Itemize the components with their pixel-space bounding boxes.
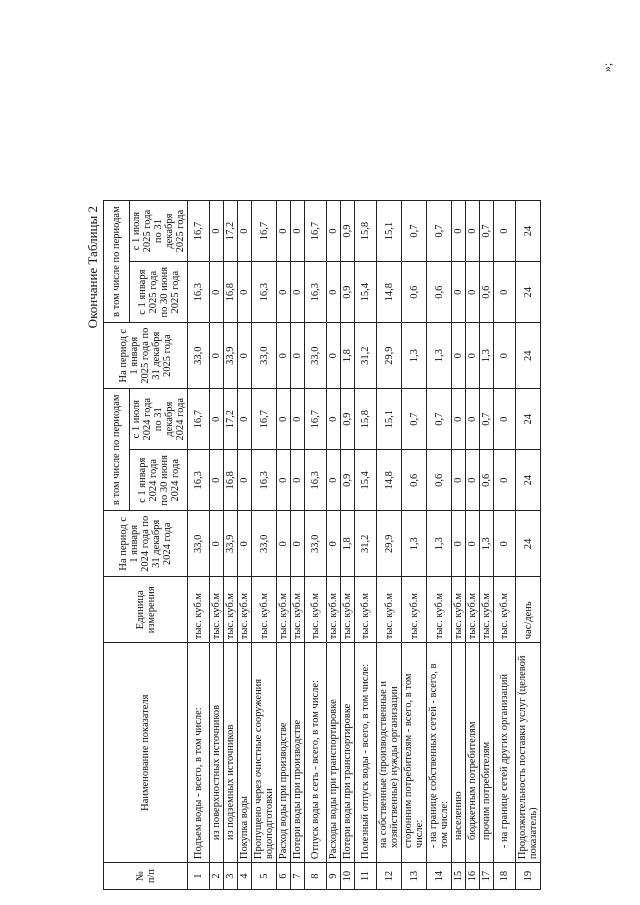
row-value: 0,7 bbox=[427, 389, 452, 450]
row-value: 24 bbox=[516, 450, 541, 511]
row-value: 0 bbox=[238, 450, 252, 511]
row-number: 11 bbox=[355, 863, 377, 890]
row-unit: тыс. куб.м bbox=[188, 577, 210, 643]
row-value: 0 bbox=[210, 511, 224, 577]
header-period-2025: На период с 1 января 2025 года по 31 декабря 2025 года bbox=[104, 323, 188, 389]
row-value: 0 bbox=[277, 323, 291, 389]
row-value: 0 bbox=[210, 201, 224, 262]
header-num: № п/п bbox=[104, 863, 188, 890]
row-value: 0 bbox=[291, 450, 305, 511]
row-value: 0 bbox=[452, 201, 466, 262]
table-row bbox=[291, 201, 305, 890]
row-name: из поверхностных источников bbox=[210, 643, 224, 863]
row-unit: час/день bbox=[516, 577, 541, 643]
row-value: 1,8 bbox=[341, 323, 355, 389]
row-value: 16,7 bbox=[305, 389, 327, 450]
row-number: 9 bbox=[327, 863, 341, 890]
row-name: - на границе сетей других организаций bbox=[494, 643, 516, 863]
row-number: 5 bbox=[252, 863, 277, 890]
row-value: 17,2 bbox=[224, 201, 238, 262]
row-value: 1,3 bbox=[480, 511, 494, 577]
row-value: 0 bbox=[210, 450, 224, 511]
row-unit: тыс. куб.м bbox=[341, 577, 355, 643]
row-value: 29,9 bbox=[377, 323, 402, 389]
row-value: 33,0 bbox=[252, 323, 277, 389]
row-value: 33,0 bbox=[188, 511, 210, 577]
row-value: 0,6 bbox=[427, 262, 452, 323]
row-unit: тыс. куб.м bbox=[402, 577, 427, 643]
table-row bbox=[402, 201, 427, 890]
table-title: Окончание Таблицы 2 bbox=[85, 206, 100, 329]
page-mark: »; bbox=[599, 62, 614, 73]
row-unit: тыс. куб.м bbox=[466, 577, 480, 643]
row-value: 16,3 bbox=[252, 450, 277, 511]
table-row bbox=[305, 201, 327, 890]
header-unit: Единица измерения bbox=[104, 577, 188, 643]
row-value: 0 bbox=[291, 389, 305, 450]
row-unit: тыс. куб.м bbox=[291, 577, 305, 643]
row-value: 15,8 bbox=[355, 389, 377, 450]
table-row bbox=[466, 201, 480, 890]
row-value: 0 bbox=[291, 262, 305, 323]
row-unit: тыс. куб.м bbox=[494, 577, 516, 643]
table-row bbox=[427, 201, 452, 890]
row-name: Расход воды при производстве bbox=[277, 643, 291, 863]
row-value: 0 bbox=[452, 323, 466, 389]
header-h2-2025: с 1 июля 2025 года по 31 декабря 2025 года bbox=[130, 201, 188, 262]
row-value: 0 bbox=[238, 262, 252, 323]
row-name: сторонним потребителям - всего, в том числе: bbox=[402, 643, 427, 863]
row-value: 0 bbox=[291, 323, 305, 389]
header-incl-2024: в том числе по периодам bbox=[104, 389, 130, 511]
row-number: 8 bbox=[305, 863, 327, 890]
row-name: Продолжительность поставки услуг (целевой показатель) bbox=[516, 643, 541, 863]
table-row bbox=[480, 201, 494, 890]
row-name: Покупка воды bbox=[238, 643, 252, 863]
row-name: населению bbox=[452, 643, 466, 863]
row-number: 7 bbox=[291, 863, 305, 890]
row-number: 6 bbox=[277, 863, 291, 890]
row-number: 18 bbox=[494, 863, 516, 890]
row-value: 0 bbox=[466, 511, 480, 577]
row-value: 33,0 bbox=[305, 323, 327, 389]
row-value: 15,1 bbox=[377, 201, 402, 262]
row-value: 0 bbox=[466, 323, 480, 389]
header-h1-2025: с 1 января 2025 года по 30 июня 2025 года bbox=[130, 262, 188, 323]
row-name: - на границе собственных сетей - всего, в том числе: bbox=[427, 643, 452, 863]
row-value: 0 bbox=[238, 323, 252, 389]
table-row bbox=[341, 201, 355, 890]
table-row bbox=[452, 201, 466, 890]
row-value: 16,8 bbox=[224, 450, 238, 511]
row-number: 17 bbox=[480, 863, 494, 890]
row-number: 19 bbox=[516, 863, 541, 890]
row-name: из подземных источников bbox=[224, 643, 238, 863]
row-value: 33,0 bbox=[252, 511, 277, 577]
row-value: 0 bbox=[494, 511, 516, 577]
row-unit: тыс. куб.м bbox=[305, 577, 327, 643]
row-unit: тыс. куб.м bbox=[452, 577, 466, 643]
row-value: 0 bbox=[494, 389, 516, 450]
row-unit: тыс. куб.м bbox=[327, 577, 341, 643]
row-unit: тыс. куб.м bbox=[377, 577, 402, 643]
row-number: 13 bbox=[402, 863, 427, 890]
table-row bbox=[277, 201, 291, 890]
row-value: 1,3 bbox=[402, 511, 427, 577]
row-unit: тыс. куб.м bbox=[355, 577, 377, 643]
row-value: 0 bbox=[327, 511, 341, 577]
row-unit: тыс. куб.м bbox=[210, 577, 224, 643]
row-number: 14 bbox=[427, 863, 452, 890]
row-value: 0 bbox=[494, 262, 516, 323]
row-value: 0 bbox=[466, 262, 480, 323]
row-value: 15,1 bbox=[377, 389, 402, 450]
header-name: Наименование показателя bbox=[104, 643, 188, 863]
row-value: 0,9 bbox=[341, 389, 355, 450]
row-number: 10 bbox=[341, 863, 355, 890]
row-value: 0,7 bbox=[480, 201, 494, 262]
row-value: 24 bbox=[516, 262, 541, 323]
row-unit: тыс. куб.м bbox=[238, 577, 252, 643]
row-value: 24 bbox=[516, 511, 541, 577]
row-value: 0 bbox=[327, 201, 341, 262]
row-value: 16,3 bbox=[188, 262, 210, 323]
row-value: 29,9 bbox=[377, 511, 402, 577]
row-value: 16,3 bbox=[305, 450, 327, 511]
row-value: 1,8 bbox=[341, 511, 355, 577]
row-value: 24 bbox=[516, 323, 541, 389]
row-value: 0,6 bbox=[480, 262, 494, 323]
row-number: 2 bbox=[210, 863, 224, 890]
row-value: 33,9 bbox=[224, 511, 238, 577]
row-name: Полезный отпуск воды - всего, в том числе: bbox=[355, 643, 377, 863]
row-name: Потери воды при транспортировке bbox=[341, 643, 355, 863]
row-value: 0 bbox=[466, 389, 480, 450]
row-value: 16,3 bbox=[252, 262, 277, 323]
row-value: 0 bbox=[238, 511, 252, 577]
row-value: 24 bbox=[516, 201, 541, 262]
row-value: 17,2 bbox=[224, 389, 238, 450]
header-incl-2025: в том числе по периодам bbox=[104, 201, 130, 323]
row-value: 1,3 bbox=[427, 511, 452, 577]
row-number: 12 bbox=[377, 863, 402, 890]
row-value: 0,6 bbox=[480, 450, 494, 511]
row-unit: тыс. куб.м bbox=[427, 577, 452, 643]
row-value: 0 bbox=[277, 450, 291, 511]
row-name: бюджетным потребителям bbox=[466, 643, 480, 863]
row-value: 0 bbox=[466, 201, 480, 262]
row-value: 0,9 bbox=[341, 201, 355, 262]
row-value: 0,6 bbox=[427, 450, 452, 511]
row-value: 15,4 bbox=[355, 450, 377, 511]
row-value: 15,8 bbox=[355, 201, 377, 262]
row-value: 0 bbox=[327, 450, 341, 511]
table-row bbox=[210, 201, 224, 890]
row-value: 0 bbox=[452, 389, 466, 450]
row-number: 3 bbox=[224, 863, 238, 890]
row-value: 16,7 bbox=[305, 201, 327, 262]
row-name: Пропущено через очистные сооружения водоподготовки bbox=[252, 643, 277, 863]
row-value: 31,2 bbox=[355, 323, 377, 389]
row-value: 33,0 bbox=[305, 511, 327, 577]
table-row bbox=[252, 201, 277, 890]
row-name: Потери воды при производстве bbox=[291, 643, 305, 863]
row-value: 0,9 bbox=[341, 450, 355, 511]
row-value: 0 bbox=[210, 389, 224, 450]
row-value: 0 bbox=[277, 511, 291, 577]
row-unit: тыс. куб.м bbox=[252, 577, 277, 643]
row-number: 4 bbox=[238, 863, 252, 890]
table-row bbox=[494, 201, 516, 890]
row-name: Расходы воды при транспортировке bbox=[327, 643, 341, 863]
row-value: 33,0 bbox=[188, 323, 210, 389]
row-number: 16 bbox=[466, 863, 480, 890]
row-value: 0 bbox=[277, 389, 291, 450]
row-value: 33,9 bbox=[224, 323, 238, 389]
row-value: 0 bbox=[327, 323, 341, 389]
row-value: 16,7 bbox=[252, 201, 277, 262]
table-row bbox=[516, 201, 541, 890]
row-value: 16,7 bbox=[188, 389, 210, 450]
row-value: 0 bbox=[277, 262, 291, 323]
row-name: Отпуск воды в сеть - всего, в том числе: bbox=[305, 643, 327, 863]
row-value: 0 bbox=[494, 323, 516, 389]
row-unit: тыс. куб.м bbox=[277, 577, 291, 643]
table-row bbox=[327, 201, 341, 890]
rotated-sheet bbox=[510, 0, 640, 198]
row-value: 14,8 bbox=[377, 262, 402, 323]
row-value: 16,3 bbox=[305, 262, 327, 323]
rotated-document bbox=[85, 200, 540, 890]
table-row bbox=[188, 201, 210, 890]
row-value: 1,3 bbox=[402, 323, 427, 389]
row-value: 0,7 bbox=[427, 201, 452, 262]
row-value: 0 bbox=[238, 201, 252, 262]
row-value: 16,7 bbox=[188, 201, 210, 262]
row-value: 0 bbox=[238, 389, 252, 450]
table-row bbox=[238, 201, 252, 890]
row-number: 15 bbox=[452, 863, 466, 890]
row-value: 0 bbox=[277, 201, 291, 262]
row-value: 0,6 bbox=[402, 262, 427, 323]
table-row bbox=[377, 201, 402, 890]
row-value: 0 bbox=[452, 511, 466, 577]
row-value: 31,2 bbox=[355, 511, 377, 577]
header-h2-2024: с 1 июля 2024 года по 31 декабря 2024 года bbox=[130, 389, 188, 450]
row-number: 1 bbox=[188, 863, 210, 890]
row-name: Подъем воды - всего, в том числе: bbox=[188, 643, 210, 863]
row-value: 16,7 bbox=[252, 389, 277, 450]
row-value: 15,4 bbox=[355, 262, 377, 323]
header-period-2024: На период с 1 января 2024 года по 31 декабря 2024 года bbox=[104, 511, 188, 577]
row-value: 0,7 bbox=[480, 389, 494, 450]
row-value: 0,9 bbox=[341, 262, 355, 323]
row-value: 16,3 bbox=[188, 450, 210, 511]
row-value: 0 bbox=[452, 450, 466, 511]
row-value: 0 bbox=[291, 201, 305, 262]
row-value: 0,7 bbox=[402, 201, 427, 262]
row-value: 0 bbox=[291, 511, 305, 577]
row-unit: тыс. куб.м bbox=[224, 577, 238, 643]
row-value: 0 bbox=[466, 450, 480, 511]
row-value: 0 bbox=[327, 389, 341, 450]
row-name: на собственные (производственные и хозяйственные) нужды организации bbox=[377, 643, 402, 863]
data-table bbox=[103, 200, 541, 890]
row-unit: тыс. куб.м bbox=[480, 577, 494, 643]
row-value: 0,6 bbox=[402, 450, 427, 511]
row-value: 16,8 bbox=[224, 262, 238, 323]
row-value: 0 bbox=[210, 323, 224, 389]
header-h1-2024: с 1 января 2024 года по 30 июня 2024 года bbox=[130, 450, 188, 511]
row-value: 1,3 bbox=[480, 323, 494, 389]
row-value: 0 bbox=[494, 201, 516, 262]
row-value: 0 bbox=[494, 450, 516, 511]
row-value: 24 bbox=[516, 389, 541, 450]
row-value: 1,3 bbox=[427, 323, 452, 389]
row-value: 0 bbox=[452, 262, 466, 323]
row-value: 14,8 bbox=[377, 450, 402, 511]
table-row bbox=[224, 201, 238, 890]
row-value: 0 bbox=[210, 262, 224, 323]
table-row bbox=[355, 201, 377, 890]
row-name: прочим потребителям bbox=[480, 643, 494, 863]
row-value: 0 bbox=[327, 262, 341, 323]
row-value: 0,7 bbox=[402, 389, 427, 450]
